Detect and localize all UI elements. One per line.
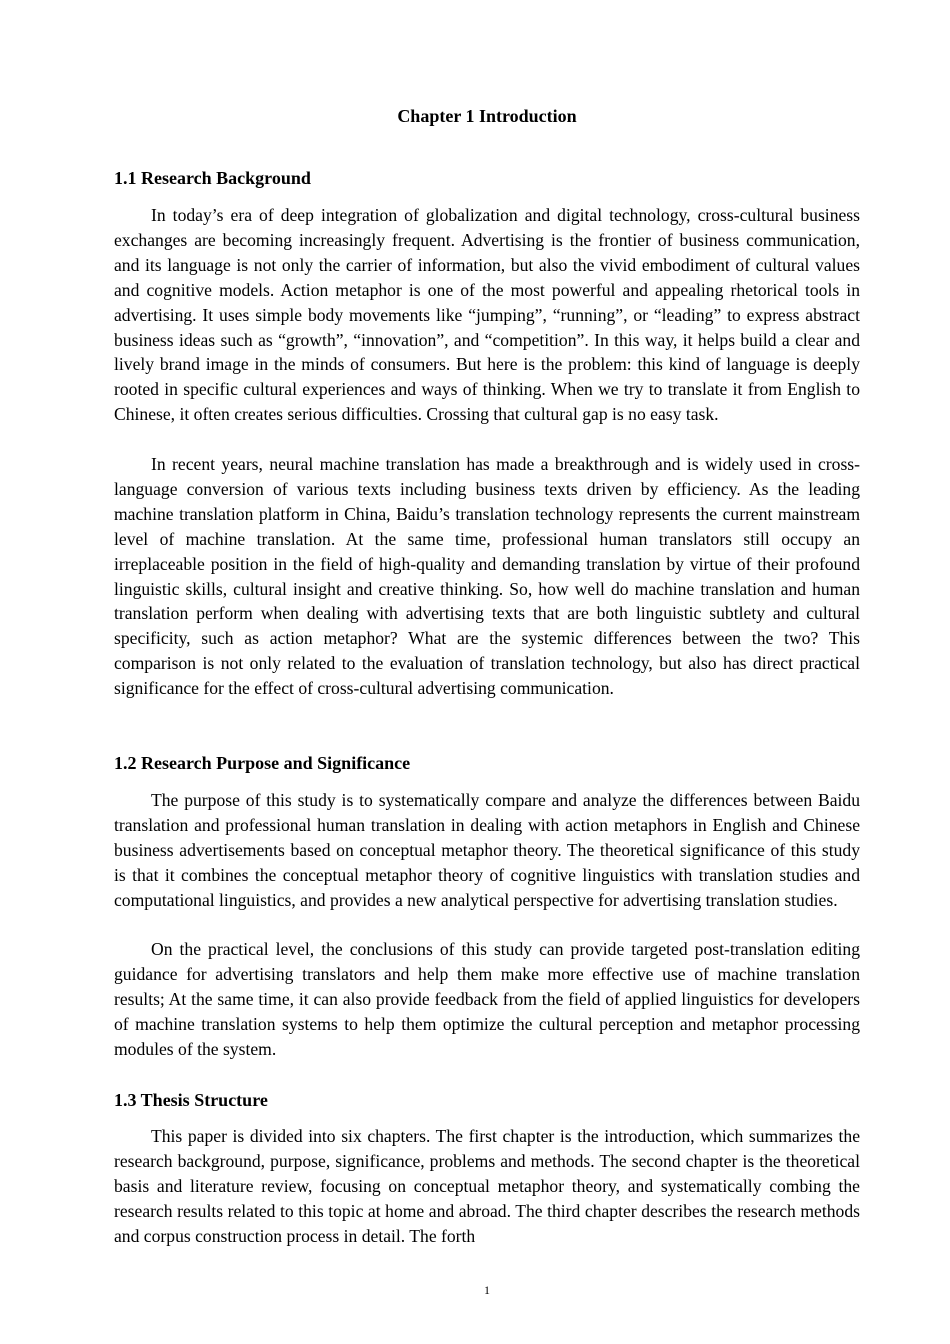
section-heading-research-background: 1.1 Research Background — [114, 168, 311, 188]
paragraph-structure-1: This paper is divided into six chapters. The first chapter is the introduction, which summarizes the research background, purpose, significance, problems and methods. The second chapter is the theoretical basis and literature review, focusing on conceptual metaphor theory, and systematically combing the research results related to this topic at home and abroad. The third chapter describes the research methods and corpus construction process in detail. The forth — [114, 1126, 860, 1246]
paragraph-background-2: In recent years, neural machine translation has made a breakthrough and is widely used in cross-language conversion of various texts including business texts driven by efficiency. As the leading machine translation platform in China, Baidu’s translation technology represents the current mainstream level of machine translation. At the same time, professional human translators still occupy an irreplaceable position in the field of high-quality and demanding translation by virtue of their profound linguistic skills, cultural insight and creative thinking. So, how well do machine translation and human translation perform when dealing with advertising texts that are both linguistic subtlety and cultural specificity, such as action metaphor? What are the systemic differences between the two? This comparison is not only related to the evaluation of translation technology, but also has direct practical significance for the effect of cross-cultural advertising communication. — [114, 454, 860, 699]
paragraph-purpose-2: On the practical level, the conclusions of this study can provide targeted post-translation editing guidance for advertising translators and help them make more effective use of machine translation results; At the same time, it can also provide feedback from the field of applied linguistics for developers of machine translation systems to help them optimize the cultural perception and metaphor processing modules of the system. — [114, 939, 860, 1059]
paragraph-purpose-1: The purpose of this study is to systematically compare and analyze the differences between Baidu translation and professional human translation in dealing with action metaphors in English and Chinese business advertisements based on conceptual metaphor theory. The theoretical significance of this study is that it combines the conceptual metaphor theory of cognitive linguistics with translation studies and computational linguistics, and provides a new analytical perspective for advertising translation studies. — [114, 790, 860, 910]
document-page — [114, 0, 860, 1344]
section-heading-purpose-significance: 1.2 Research Purpose and Significance — [114, 753, 411, 773]
paragraph-background-1: In today’s era of deep integration of globalization and digital technology, cross-cultural business exchanges are becoming increasingly frequent. Advertising is the frontier of business communication, and its language is not only the carrier of information, but also the vivid embodiment of cultural values and cognitive models. Action metaphor is one of the most powerful and appealing rhetorical tools in advertising. It uses simple body movements like “jumping”, “running”, or “leading” to express abstract business ideas such as “growth”, “innovation”, and “competition”. In this way, it helps build a clear and lively brand image in the minds of consumers. But here is the problem: this kind of language is deeply rooted in specific cultural experiences and ways of thinking. When we try to translate it from English to Chinese, it often creates serious difficulties. Crossing that cultural gap is no easy task. — [114, 205, 860, 425]
chapter-title: Chapter 1 Introduction — [397, 106, 577, 126]
section-heading-thesis-structure: 1.3 Thesis Structure — [114, 1090, 268, 1110]
page-number: 1 — [484, 1283, 490, 1297]
